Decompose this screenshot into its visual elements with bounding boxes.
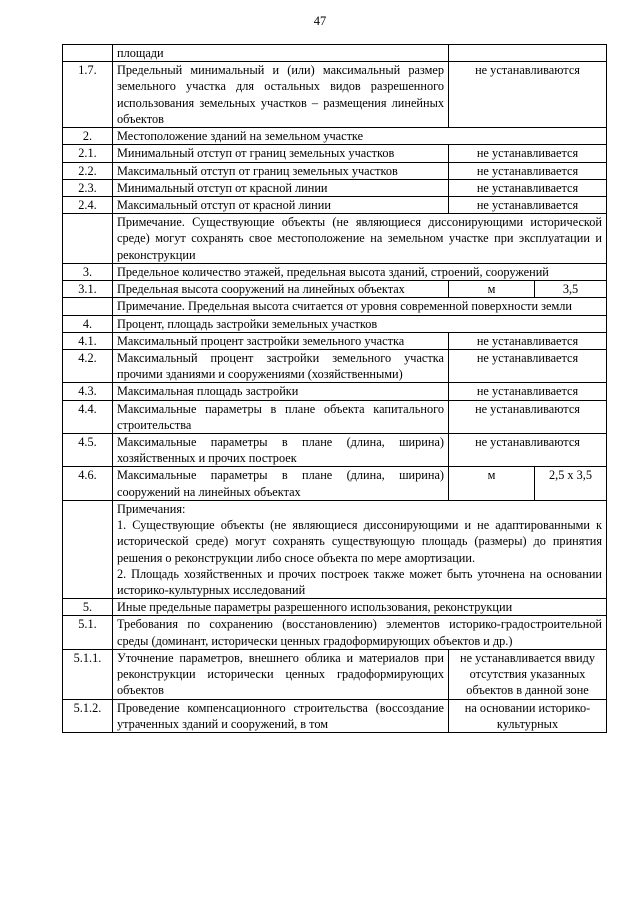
table-row — [63, 500, 607, 598]
row-value: не устанавливаются — [449, 400, 607, 433]
row-number — [63, 214, 113, 264]
table-row — [63, 315, 607, 332]
note-line: 2. Площадь хозяйственных и прочих построек также может быть уточнена на основании историко-культурных исследований — [117, 566, 602, 597]
row-description: Максимальные параметры в плане объекта капитального строительства — [113, 400, 449, 433]
row-number — [63, 298, 113, 315]
row-description: Максимальный процент застройки земельного участка — [113, 332, 449, 349]
section-heading: Процент, площадь застройки земельных участков — [113, 315, 607, 332]
section-heading: Иные предельные параметры разрешенного использования, реконструкции — [113, 599, 607, 616]
note-line: Примечания: — [117, 501, 186, 516]
row-number: 1.7. — [63, 62, 113, 128]
row-description: Максимальная площадь застройки — [113, 383, 449, 400]
row-value: не устанавливается — [449, 179, 607, 196]
table-row — [63, 649, 607, 699]
row-value: не устанавливаются — [449, 434, 607, 467]
table-row — [63, 62, 607, 128]
table-row — [63, 616, 607, 649]
row-description: площади — [113, 45, 449, 62]
row-number: 4.6. — [63, 467, 113, 500]
page-number: 47 — [313, 14, 327, 28]
table-row — [63, 383, 607, 400]
regulations-table — [62, 44, 607, 733]
row-number: 4.5. — [63, 434, 113, 467]
row-number — [63, 500, 113, 598]
row-number: 4.1. — [63, 332, 113, 349]
row-value: на основании историко-культурных — [449, 699, 607, 732]
row-value: не устанавливается — [449, 383, 607, 400]
row-number: 5. — [63, 599, 113, 616]
row-note: Примечание. Предельная высота считается от уровня современной поверхности земли — [113, 298, 607, 315]
row-value: не устанавливается — [449, 162, 607, 179]
row-number: 5.1. — [63, 616, 113, 649]
table-row — [63, 281, 607, 298]
row-number: 5.1.2. — [63, 699, 113, 732]
row-number: 4.4. — [63, 400, 113, 433]
row-value: 2,5 х 3,5 — [535, 467, 607, 500]
note-line: 1. Существующие объекты (не являющиеся диссонирующими и не адаптированными к исторической среде) могут сохранять существующую площадь (размеры) до принятия решения о реконструкции либо сносе объекта по мере амортизации. — [117, 518, 602, 565]
table-row — [63, 298, 607, 315]
table-row — [63, 332, 607, 349]
table-row — [63, 196, 607, 213]
row-number: 2.4. — [63, 196, 113, 213]
row-description: Максимальные параметры в плане (длина, ширина) хозяйственных и прочих построек — [113, 434, 449, 467]
table-row — [63, 128, 607, 145]
row-value: не устанавливается — [449, 145, 607, 162]
table-row — [63, 263, 607, 280]
row-value: не устанавливается — [449, 196, 607, 213]
row-description: Минимальный отступ от границ земельных участков — [113, 145, 449, 162]
row-description: Максимальный отступ от границ земельных участков — [113, 162, 449, 179]
row-notes — [113, 500, 607, 598]
row-value: не устанавливается ввиду отсутствия указанных объектов в данной зоне — [449, 649, 607, 699]
row-description: Предельная высота сооружений на линейных объектах — [113, 281, 449, 298]
row-number: 2. — [63, 128, 113, 145]
row-number: 2.3. — [63, 179, 113, 196]
row-value: не устанавливается — [449, 332, 607, 349]
row-number: 5.1.1. — [63, 649, 113, 699]
row-number: 3. — [63, 263, 113, 280]
row-number: 4. — [63, 315, 113, 332]
row-number: 3.1. — [63, 281, 113, 298]
row-number: 2.1. — [63, 145, 113, 162]
table-row — [63, 400, 607, 433]
row-number: 4.2. — [63, 349, 113, 382]
table-row — [63, 214, 607, 264]
row-note: Требования по сохранению (восстановлению) элементов историко-градостроительной среды (доминант, исторически ценных градоформирующих объектов и др.) — [113, 616, 607, 649]
table-row — [63, 145, 607, 162]
row-description: Уточнение параметров, внешнего облика и материалов при реконструкции исторически ценных градоформирующих объектов — [113, 649, 449, 699]
table-row — [63, 434, 607, 467]
row-value: не устанавливается — [449, 349, 607, 382]
row-note: Примечание. Существующие объекты (не являющиеся диссонирующими исторической среде) могут сохранять свое местоположение на земельном участке при эксплуатации и реконструкции — [113, 214, 607, 264]
table-row — [63, 162, 607, 179]
row-value — [449, 45, 607, 62]
row-value: 3,5 — [535, 281, 607, 298]
row-description: Максимальный процент застройки земельного участка прочими зданиями и сооружениями (хозяйственными) — [113, 349, 449, 382]
table-row — [63, 349, 607, 382]
row-value: не устанавливаются — [449, 62, 607, 128]
table-row — [63, 45, 607, 62]
row-unit: м — [449, 281, 535, 298]
row-description: Максимальный отступ от красной линии — [113, 196, 449, 213]
section-heading: Местоположение зданий на земельном участке — [113, 128, 607, 145]
row-description: Максимальные параметры в плане (длина, ширина) сооружений на линейных объектах — [113, 467, 449, 500]
row-description: Минимальный отступ от красной линии — [113, 179, 449, 196]
row-number: 2.2. — [63, 162, 113, 179]
row-number — [63, 45, 113, 62]
row-description: Предельный минимальный и (или) максимальный размер земельного участка для остальных видов разрешенного использования земельных участков – размещения линейных объектов — [113, 62, 449, 128]
table-row — [63, 467, 607, 500]
table-row — [63, 699, 607, 732]
row-number: 4.3. — [63, 383, 113, 400]
table-row — [63, 179, 607, 196]
table-row — [63, 599, 607, 616]
row-description: Проведение компенсационного строительства (воссоздание утраченных зданий и сооружений, в том — [113, 699, 449, 732]
row-unit: м — [449, 467, 535, 500]
row-note: Предельное количество этажей, предельная высота зданий, строений, сооружений — [113, 263, 607, 280]
